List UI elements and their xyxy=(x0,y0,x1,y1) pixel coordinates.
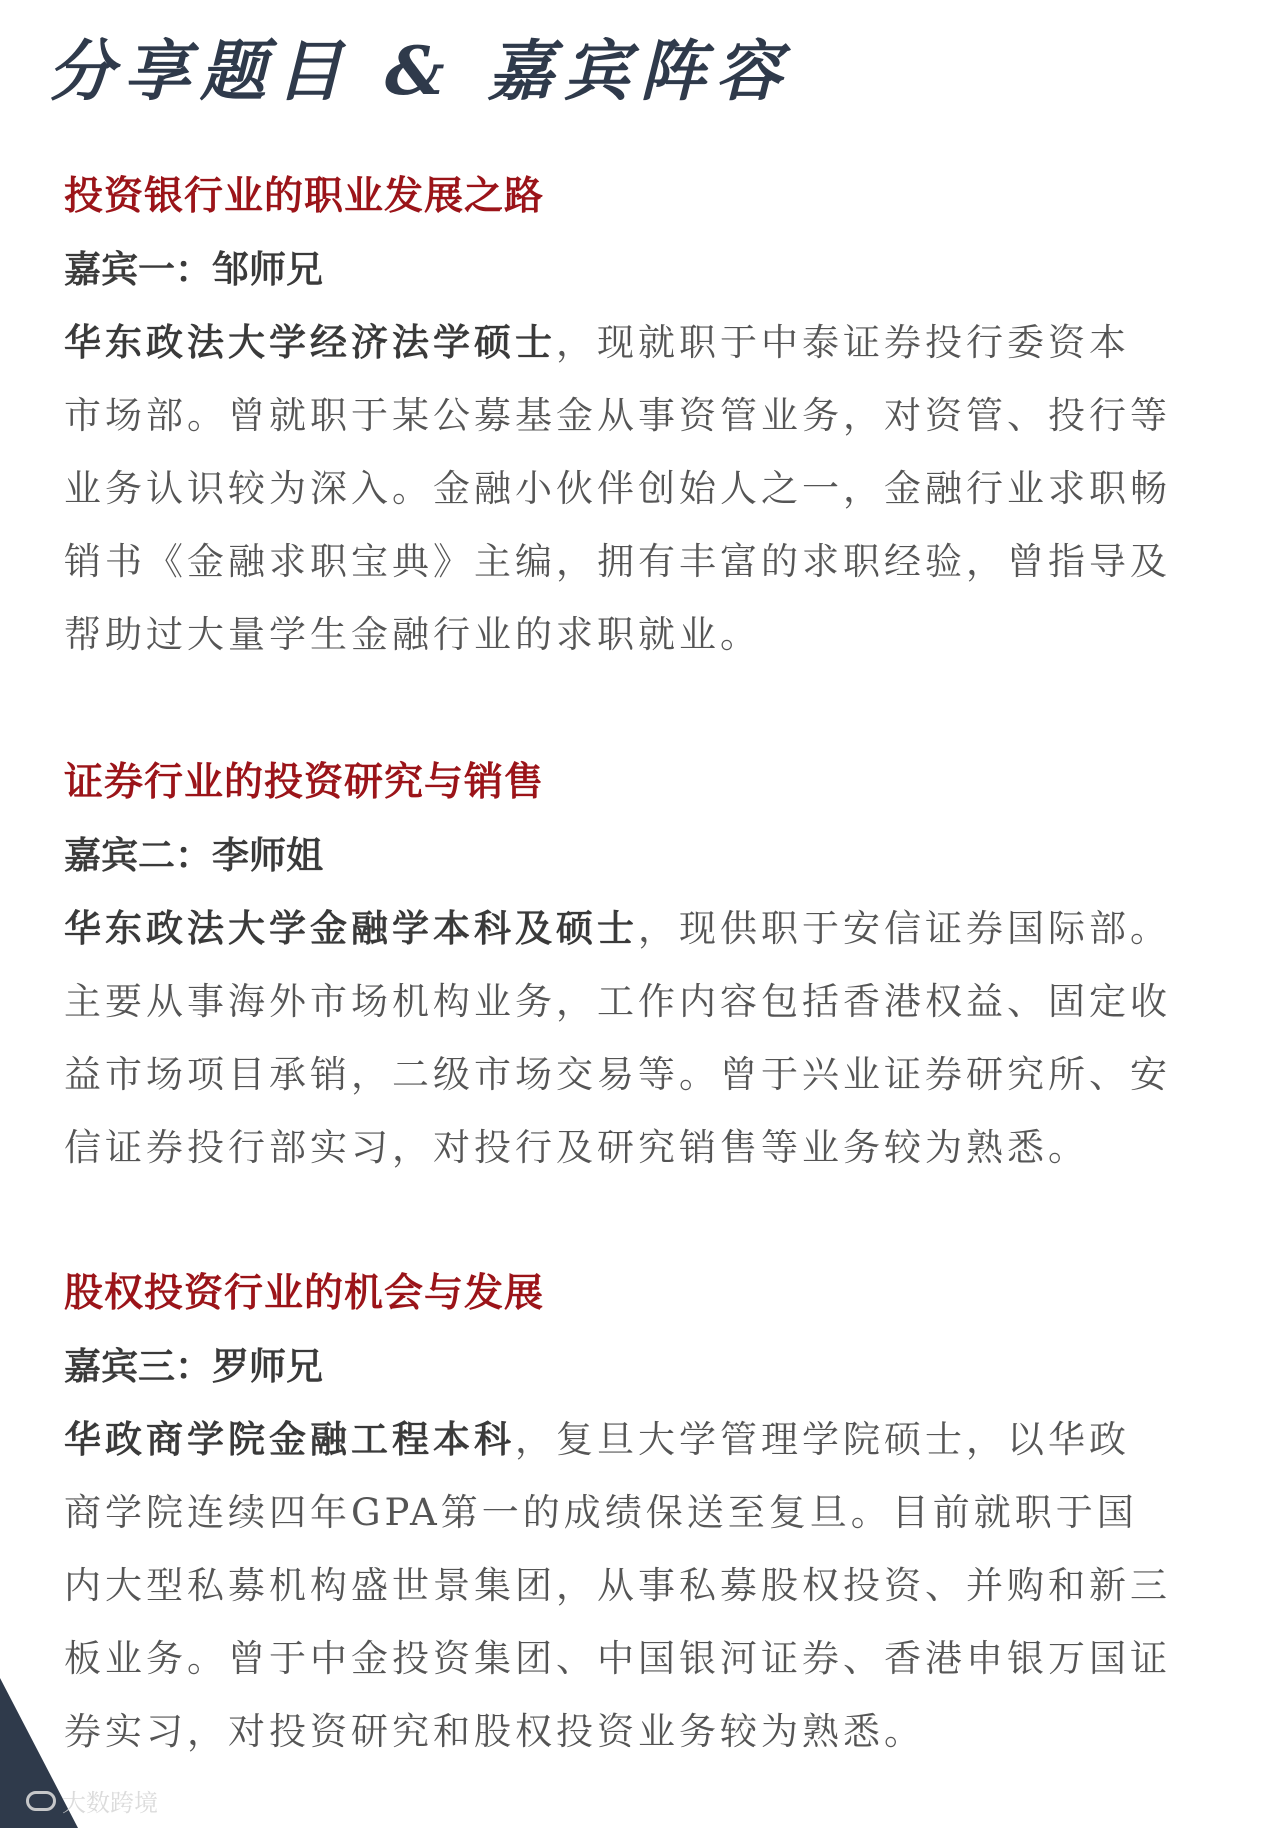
bio-highlight: 华东政法大学经济法学硕士 xyxy=(64,320,556,364)
bio-line: 市场部。曾就职于某公募基金从事资管业务，对资管、投行等 xyxy=(64,394,1171,437)
bio-line: 信证券投行部实习，对投行及研究销售等业务较为熟悉。 xyxy=(64,1126,1089,1169)
guest-name: 嘉宾三：罗师兄 xyxy=(64,1344,323,1388)
watermark-text: 大数跨境 xyxy=(62,1789,158,1817)
guest-bio xyxy=(64,1403,1224,1768)
bio-line: 板业务。曾于中金投资集团、中国银河证券、香港申银万国证 xyxy=(64,1637,1171,1680)
bio-line xyxy=(64,1403,1224,1476)
bio-line: 业务认识较为深入。金融小伙伴创始人之一，金融行业求职畅 xyxy=(64,467,1171,510)
bio-line: 商学院连续四年GPA第一的成绩保送至复旦。目前就职于国 xyxy=(64,1491,1138,1534)
guest-name: 嘉宾一：邹师兄 xyxy=(64,247,323,291)
page-title: 分享题目 & 嘉宾阵容 xyxy=(48,32,792,110)
bio-text: ，现就职于中泰证券投行委资本 xyxy=(556,321,1130,364)
bio-highlight: 华政商学院金融工程本科 xyxy=(64,1417,515,1461)
section-equity-investment xyxy=(64,1257,1224,1768)
bio-line: 益市场项目承销，二级市场交易等。曾于兴业证券研究所、安 xyxy=(64,1053,1171,1096)
bio-line: 内大型私募机构盛世景集团，从事私募股权投资、并购和新三 xyxy=(64,1564,1171,1607)
bio-highlight: 华东政法大学金融学本科及硕士 xyxy=(64,906,638,950)
bio-line: 券实习，对投资研究和股权投资业务较为熟悉。 xyxy=(64,1710,925,1753)
section-investment-banking xyxy=(64,160,1224,671)
watermark xyxy=(26,1783,158,1818)
section-securities-research xyxy=(64,746,1224,1184)
guest-bio xyxy=(64,892,1224,1184)
bio-line xyxy=(64,892,1224,965)
bio-line xyxy=(64,306,1224,379)
watermark-logo-icon xyxy=(26,1791,56,1811)
section-title: 投资银行业的职业发展之路 xyxy=(64,173,545,219)
guest-bio xyxy=(64,306,1224,671)
bio-text: ，复旦大学管理学院硕士，以华政 xyxy=(515,1418,1130,1461)
section-title: 股权投资行业的机会与发展 xyxy=(64,1270,545,1316)
section-title: 证券行业的投资研究与销售 xyxy=(64,759,545,805)
bio-line: 销书《金融求职宝典》主编，拥有丰富的求职经验，曾指导及 xyxy=(64,540,1171,583)
guest-name: 嘉宾二：李师姐 xyxy=(64,833,323,877)
bio-text: ，现供职于安信证券国际部。 xyxy=(638,907,1171,950)
bio-line: 主要从事海外市场机构业务，工作内容包括香港权益、固定收 xyxy=(64,980,1171,1023)
bio-line: 帮助过大量学生金融行业的求职就业。 xyxy=(64,613,761,656)
